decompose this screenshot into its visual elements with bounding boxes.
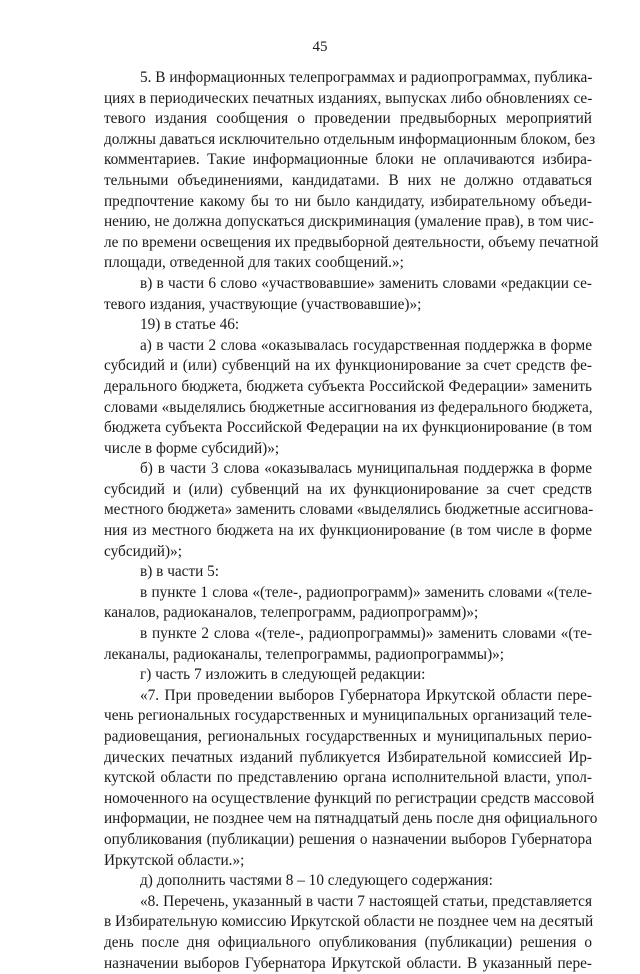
text-line: «8. Перечень, указанный в части 7 настоящей статьи, представляется xyxy=(140,892,592,910)
text-line: 19) в статье 46: xyxy=(140,316,240,334)
text-line: в) в части 6 слово «участвовавшие» заменить словами «редакции се- xyxy=(140,274,592,292)
text-line: в пункте 1 слова «(теле-, радиопрограмм)» заменить словами «(теле- xyxy=(140,583,592,601)
text-line: субсидий и (или) субвенций на их функционирование за счет средств xyxy=(104,480,592,498)
text-line: нению, не должна допускаться дискриминация (умаление прав), в том чис- xyxy=(104,213,594,231)
text-line: словами «выделялись бюджетные ассигнования из федерального бюджета, xyxy=(104,398,593,416)
text-line: назначении выборов Губернатора Иркутской области. В указанный пере- xyxy=(104,954,592,972)
text-line: тевого издания сообщения о проведении предвыборных мероприятий xyxy=(104,110,592,128)
text-line: субсидий и (или) субвенций на их функционирование за счет средств фе- xyxy=(104,357,592,375)
text-line: леканалы, радиоканалы, телепрограммы, радиопрограммы)»; xyxy=(104,645,505,663)
text-line: ния из местного бюджета на их функционирование (в том числе в форме xyxy=(104,522,592,540)
text-line: комментариев. Такие информационные блоки не оплачиваются избира- xyxy=(104,151,592,169)
text-line: площади, отведенной для таких сообщений.»; xyxy=(104,254,404,272)
text-line: предпочтение какому бы то ни было кандидату, избирательному объеди- xyxy=(104,192,592,210)
text-line: дических печатных изданий публикуется Избирательной комиссией Ир- xyxy=(104,748,592,766)
text-line: в Избирательную комиссию Иркутской области не позднее чем на десятый xyxy=(104,913,594,931)
text-line: циях в периодических печатных изданиях, выпусках либо обновлениях се- xyxy=(104,89,593,107)
text-line: день после дня официального опубликования (публикации) решения о xyxy=(104,933,592,951)
text-line: чень региональных государственных и муниципальных организаций теле- xyxy=(104,707,592,725)
text-line: в) в части 5: xyxy=(140,563,220,581)
text-line: радиовещания, региональных государственных и муниципальных перио- xyxy=(104,728,592,745)
text-line: в пункте 2 слова «(теле-, радиопрограммы)» заменить словами «(те- xyxy=(140,625,592,643)
text-line: Иркутской области.»; xyxy=(104,851,245,869)
text-line: «7. При проведении выборов Губернатора Иркутской области пере- xyxy=(140,686,592,704)
text-line: дерального бюджета, бюджета субъекта Российской Федерации» заменить xyxy=(104,377,592,395)
text-line: тевого издания, участвующие (участвовавшие)»; xyxy=(104,295,422,313)
text-line: а) в части 2 слова «оказывалась государственная поддержка в форме xyxy=(140,336,592,354)
text-line: б) в части 3 слова «оказывалась муниципальная поддержка в форме xyxy=(140,460,592,478)
text-line: числе в форме субсидий)»; xyxy=(104,439,280,457)
text-line: номоченного на осуществление функций по регистрации средств массовой xyxy=(104,789,595,807)
text-line: каналов, радиоканалов, телепрограмм, радиопрограмм)»; xyxy=(104,604,479,622)
text-line: г) часть 7 изложить в следующей редакции: xyxy=(140,666,426,684)
text-line: опубликования (публикации) решения о назначении выборов Губернатора xyxy=(104,830,592,848)
text-line: 5. В информационных телепрограммах и радиопрограммах, публика- xyxy=(140,69,593,86)
text-line: тельными объединениями, кандидатами. В них не должно отдаваться xyxy=(104,171,592,189)
text-line: д) дополнить частями 8 – 10 следующего содержания: xyxy=(140,872,493,890)
text-line: кутской области по представлению органа исполнительной власти, упол- xyxy=(104,769,592,787)
text-line: местного бюджета» заменить словами «выделялись бюджетные ассигнова- xyxy=(104,501,594,519)
text-line: субсидий)»; xyxy=(104,542,182,560)
text-line: бюджета субъекта Российской Федерации на их функционирование (в том xyxy=(104,419,592,437)
text-line: информации, не позднее чем на пятнадцатый день после дня официального xyxy=(104,810,598,828)
page-number: 45 xyxy=(312,39,328,55)
document-body xyxy=(104,68,599,974)
text-line: должны даваться исключительно отдельным информационным блоком, без xyxy=(104,130,596,148)
text-line: ле по времени освещения их предвыборной деятельности, объему печатной xyxy=(104,233,599,251)
